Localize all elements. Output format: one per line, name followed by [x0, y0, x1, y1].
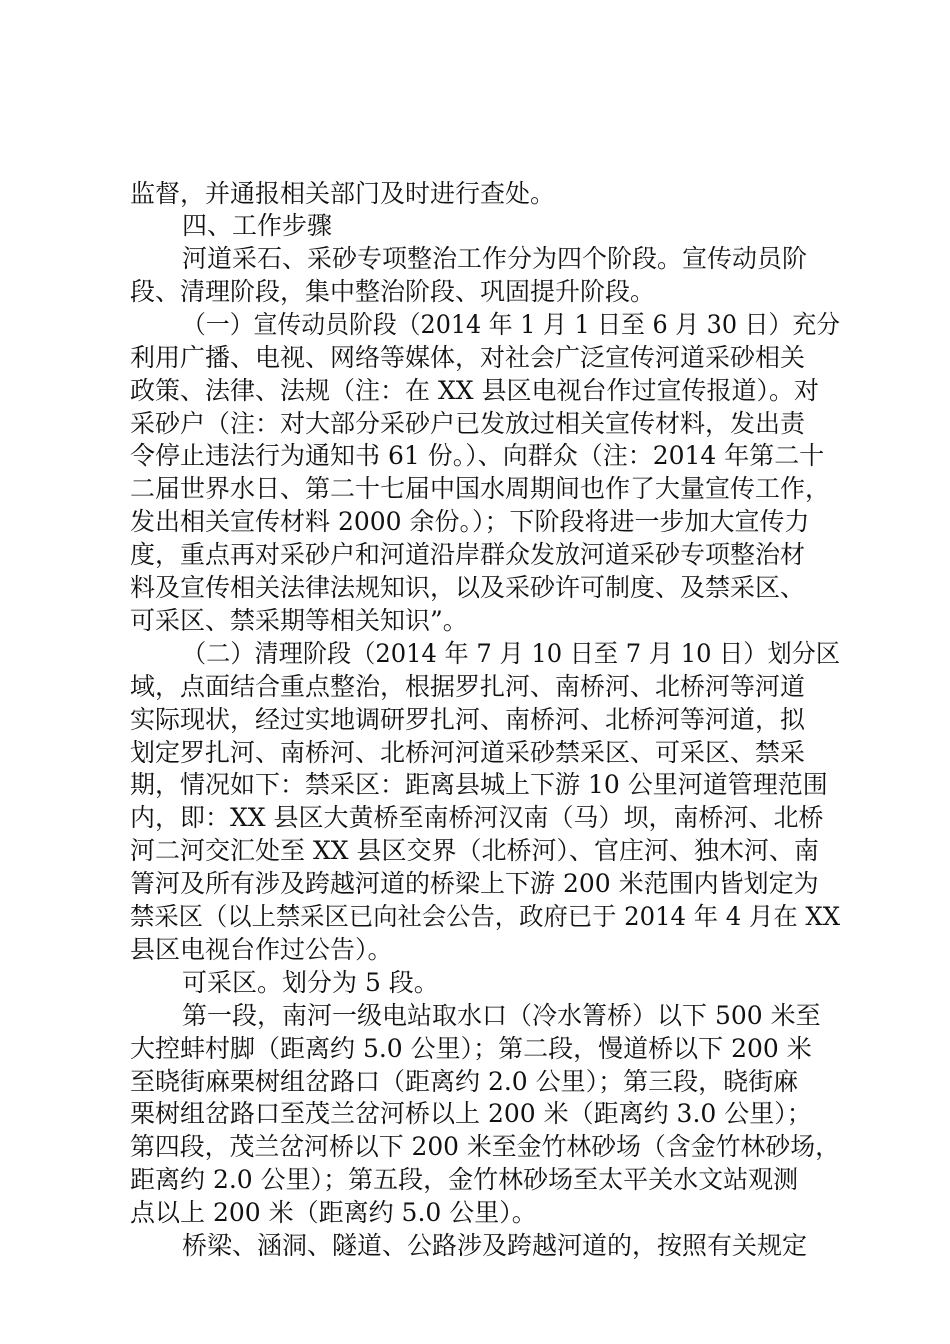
text-line-content: 政策、法律、法规（注：在 XX 县区电视台作过宣传报道）。对	[130, 376, 819, 405]
text-line-content: 县区电视台作过公告）。	[130, 935, 393, 964]
text-line-content: 令停止违法行为通知书 61 份。）、向群众（注：2014 年第二十	[130, 441, 825, 470]
text-line-content: 域，点面结合重点整治，根据罗扎河、南桥河、北桥河等河道	[130, 672, 806, 701]
text-line-content: （二）清理阶段（2014 年 7 月 10 日至 7 月 10 日）划分区	[182, 639, 840, 668]
text-line-content: 箐河及所有涉及跨越河道的桥梁上下游 200 米范围内皆划定为	[130, 869, 819, 898]
text-line-content: （一）宣传动员阶段（2014 年 1 月 1 日至 6 月 30 日）充分	[182, 310, 841, 339]
text-line-content: 发出相关宣传材料 2000 余份。）；下阶段将进一步加大宣传力	[130, 507, 810, 536]
text-line-content: 监督，并通报相关部门及时进行查处。	[130, 179, 556, 208]
text-line-content: 二届世界水日、第二十七届中国水周期间也作了大量宣传工作，	[130, 474, 831, 503]
text-line-content: 桥梁、涵洞、隧道、公路涉及跨越河道的，按照有关规定	[182, 1231, 808, 1260]
text-line-content: 可采区。划分为 5 段。	[182, 968, 439, 997]
text-line-content: 划定罗扎河、南桥河、北桥河河道采砂禁采区、可采区、禁采	[130, 738, 806, 767]
text-line-content: 河二河交汇处至 XX 县区交界（北桥河）、官庄河、独木河、南	[130, 836, 819, 865]
section-heading-text: 四、工作步骤	[182, 211, 333, 240]
text-line-content: 料及宣传相关法律法规知识，以及采砂许可制度、及禁采区、	[130, 573, 806, 602]
text-line-content: 距离约 2.0 公里）；第五段，金竹林砂场至太平关水文站观测	[130, 1165, 799, 1194]
text-line-content: 采砂户（注：对大部分采砂户已发放过相关宣传材料，发出责	[130, 409, 806, 438]
text-line-content: 段、清理阶段，集中整治阶段、巩固提升阶段。	[130, 277, 656, 306]
text-line-content: 度，重点再对采砂户和河道沿岸群众发放河道采砂专项整治材	[130, 540, 806, 569]
text-line-content: 实际现状，经过实地调研罗扎河、南桥河、北桥河等河道，拟	[130, 705, 806, 734]
text-line-content: 点以上 200 米（距离约 5.0 公里）。	[130, 1198, 537, 1227]
text-line-content: 至晓街麻栗树组岔路口（距离约 2.0 公里）；第三段，晓街麻	[130, 1067, 799, 1096]
text-line	[0, 1226, 950, 1266]
text-line-content: 河道采石、采砂专项整治工作分为四个阶段。宣传动员阶	[182, 244, 808, 273]
text-line-content: 利用广播、电视、网络等媒体，对社会广泛宣传河道采砂相关	[130, 343, 806, 372]
text-line-content: 内，即：XX 县区大黄桥至南桥河汉南（马）坝，南桥河、北桥	[130, 803, 824, 832]
text-line-content: 第一段，南河一级电站取水口（冷水箐桥）以下 500 米至	[182, 1001, 821, 1030]
text-line-content: 第四段，茂兰岔河桥以下 200 米至金竹林砂场（含金竹林砂场，	[130, 1132, 840, 1161]
text-line-content: 大控蚌村脚（距离约 5.0 公里）；第二段，慢道桥以下 200 米	[130, 1034, 812, 1063]
text-line-content: 禁采区（以上禁采区已向社会公告，政府已于 2014 年 4 月在 XX	[130, 902, 841, 931]
text-line-content: 期，情况如下：禁采区：距离县城上下游 10 公里河道管理范围	[130, 770, 828, 799]
text-line-content: 栗树组岔路口至茂兰岔河桥以上 200 米（距离约 3.0 公里）；	[130, 1099, 812, 1128]
text-line-content: 可采区、禁采期等相关知识”。	[130, 606, 468, 635]
